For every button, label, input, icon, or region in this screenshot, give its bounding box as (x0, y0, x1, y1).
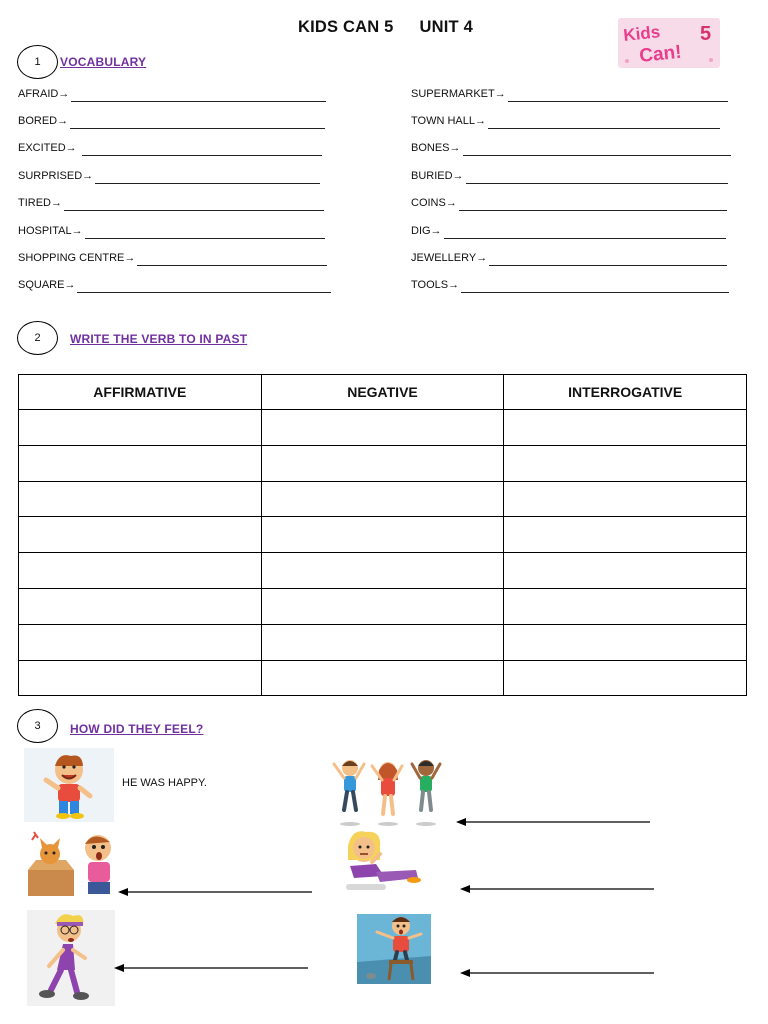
table-cell[interactable] (504, 410, 747, 446)
table-cell[interactable] (19, 410, 262, 446)
svg-text:Can!: Can! (638, 41, 683, 67)
bored-girl-picture (336, 826, 424, 896)
section-1-number: 1 (17, 45, 58, 79)
table-cell[interactable] (504, 588, 747, 624)
table-cell[interactable] (19, 588, 262, 624)
answer-line[interactable] (64, 201, 324, 211)
vocab-item[interactable]: SUPERMARKET→ (411, 80, 731, 107)
table-row (19, 624, 747, 660)
svg-text:Kids: Kids (622, 22, 662, 45)
happy-boy-picture (24, 748, 114, 822)
answer-line[interactable] (71, 92, 326, 102)
answer-line[interactable] (461, 283, 729, 293)
answer-line[interactable] (459, 201, 727, 211)
answer-line[interactable] (444, 229, 726, 239)
vocab-item[interactable]: TOWN HALL→ (411, 107, 731, 134)
vocab-item[interactable]: SURPRISED→ (18, 162, 331, 189)
vocab-item[interactable]: COINS→ (411, 190, 731, 217)
answer-line[interactable] (489, 256, 727, 266)
answer-arrow-line[interactable] (460, 882, 656, 896)
table-cell[interactable] (504, 553, 747, 589)
column-header-affirmative: AFFIRMATIVE (19, 375, 262, 410)
answer-arrow-line[interactable] (118, 885, 314, 899)
kids-can-logo (618, 18, 720, 68)
unit-text: UNIT 4 (419, 18, 473, 36)
table-row (19, 588, 747, 624)
table-cell[interactable] (261, 588, 504, 624)
answer-line[interactable] (488, 119, 720, 129)
answer-line[interactable] (77, 283, 331, 293)
answer-line[interactable] (466, 174, 728, 184)
title-text: KIDS CAN 5 (298, 18, 394, 36)
vocabulary-heading: VOCABULARY (60, 55, 147, 69)
answer-line[interactable] (137, 256, 327, 266)
column-header-negative: NEGATIVE (261, 375, 504, 410)
table-cell[interactable] (504, 481, 747, 517)
vocab-item[interactable]: SQUARE→ (18, 272, 331, 299)
afraid-man-picture (357, 914, 431, 984)
vocab-item[interactable]: BONES→ (411, 135, 731, 162)
table-cell[interactable] (261, 553, 504, 589)
verb-table (18, 374, 747, 696)
table-cell[interactable] (19, 517, 262, 553)
table-cell[interactable] (19, 660, 262, 696)
tired-woman-picture (27, 910, 115, 1006)
table-cell[interactable] (19, 624, 262, 660)
answer-line[interactable] (95, 174, 320, 184)
table-cell[interactable] (261, 445, 504, 481)
surprised-kids-picture (24, 828, 124, 902)
table-row (19, 660, 747, 696)
past-tense-heading: WRITE THE VERB TO IN PAST (70, 332, 248, 346)
table-cell[interactable] (504, 445, 747, 481)
vocab-right-column (411, 80, 731, 299)
table-cell[interactable] (261, 624, 504, 660)
vocab-left-column (18, 80, 331, 299)
vocab-item[interactable]: EXCITED→ (18, 135, 331, 162)
table-cell[interactable] (19, 553, 262, 589)
excited-kids-picture (330, 754, 448, 828)
vocab-item[interactable]: JEWELLERY→ (411, 244, 731, 271)
table-cell[interactable] (504, 624, 747, 660)
vocab-item[interactable]: AFRAID→ (18, 80, 331, 107)
table-row (19, 445, 747, 481)
table-cell[interactable] (19, 445, 262, 481)
table-cell[interactable] (504, 660, 747, 696)
answer-line[interactable] (70, 119, 325, 129)
table-row (19, 410, 747, 446)
answer-line[interactable] (508, 92, 728, 102)
vocab-item[interactable]: BURIED→ (411, 162, 731, 189)
vocab-item[interactable]: TOOLS→ (411, 272, 731, 299)
table-cell[interactable] (261, 481, 504, 517)
table-row (19, 481, 747, 517)
vocab-item[interactable]: SHOPPING CENTRE→ (18, 244, 331, 271)
section-3-number: 3 (17, 709, 58, 743)
table-cell[interactable] (261, 517, 504, 553)
svg-text:5: 5 (700, 23, 712, 45)
table-cell[interactable] (261, 410, 504, 446)
example-answer: HE WAS HAPPY. (122, 777, 207, 789)
column-header-interrogative: INTERROGATIVE (504, 375, 747, 410)
vocab-item[interactable]: TIRED→ (18, 190, 331, 217)
vocab-item[interactable]: DIG→ (411, 217, 731, 244)
section-2-number: 2 (17, 321, 58, 355)
answer-arrow-line[interactable] (460, 966, 656, 980)
table-cell[interactable] (504, 517, 747, 553)
answer-line[interactable] (85, 229, 325, 239)
table-cell[interactable] (19, 481, 262, 517)
vocab-item[interactable]: BORED→ (18, 107, 331, 134)
worksheet-title (298, 18, 473, 37)
table-row (19, 553, 747, 589)
table-row (19, 517, 747, 553)
answer-arrow-line[interactable] (114, 961, 310, 975)
table-cell[interactable] (261, 660, 504, 696)
vocab-item[interactable]: HOSPITAL→ (18, 217, 331, 244)
answer-line[interactable] (82, 146, 322, 156)
answer-arrow-line[interactable] (456, 815, 652, 829)
answer-line[interactable] (463, 146, 731, 156)
feelings-heading: HOW DID THEY FEEL? (70, 722, 204, 736)
